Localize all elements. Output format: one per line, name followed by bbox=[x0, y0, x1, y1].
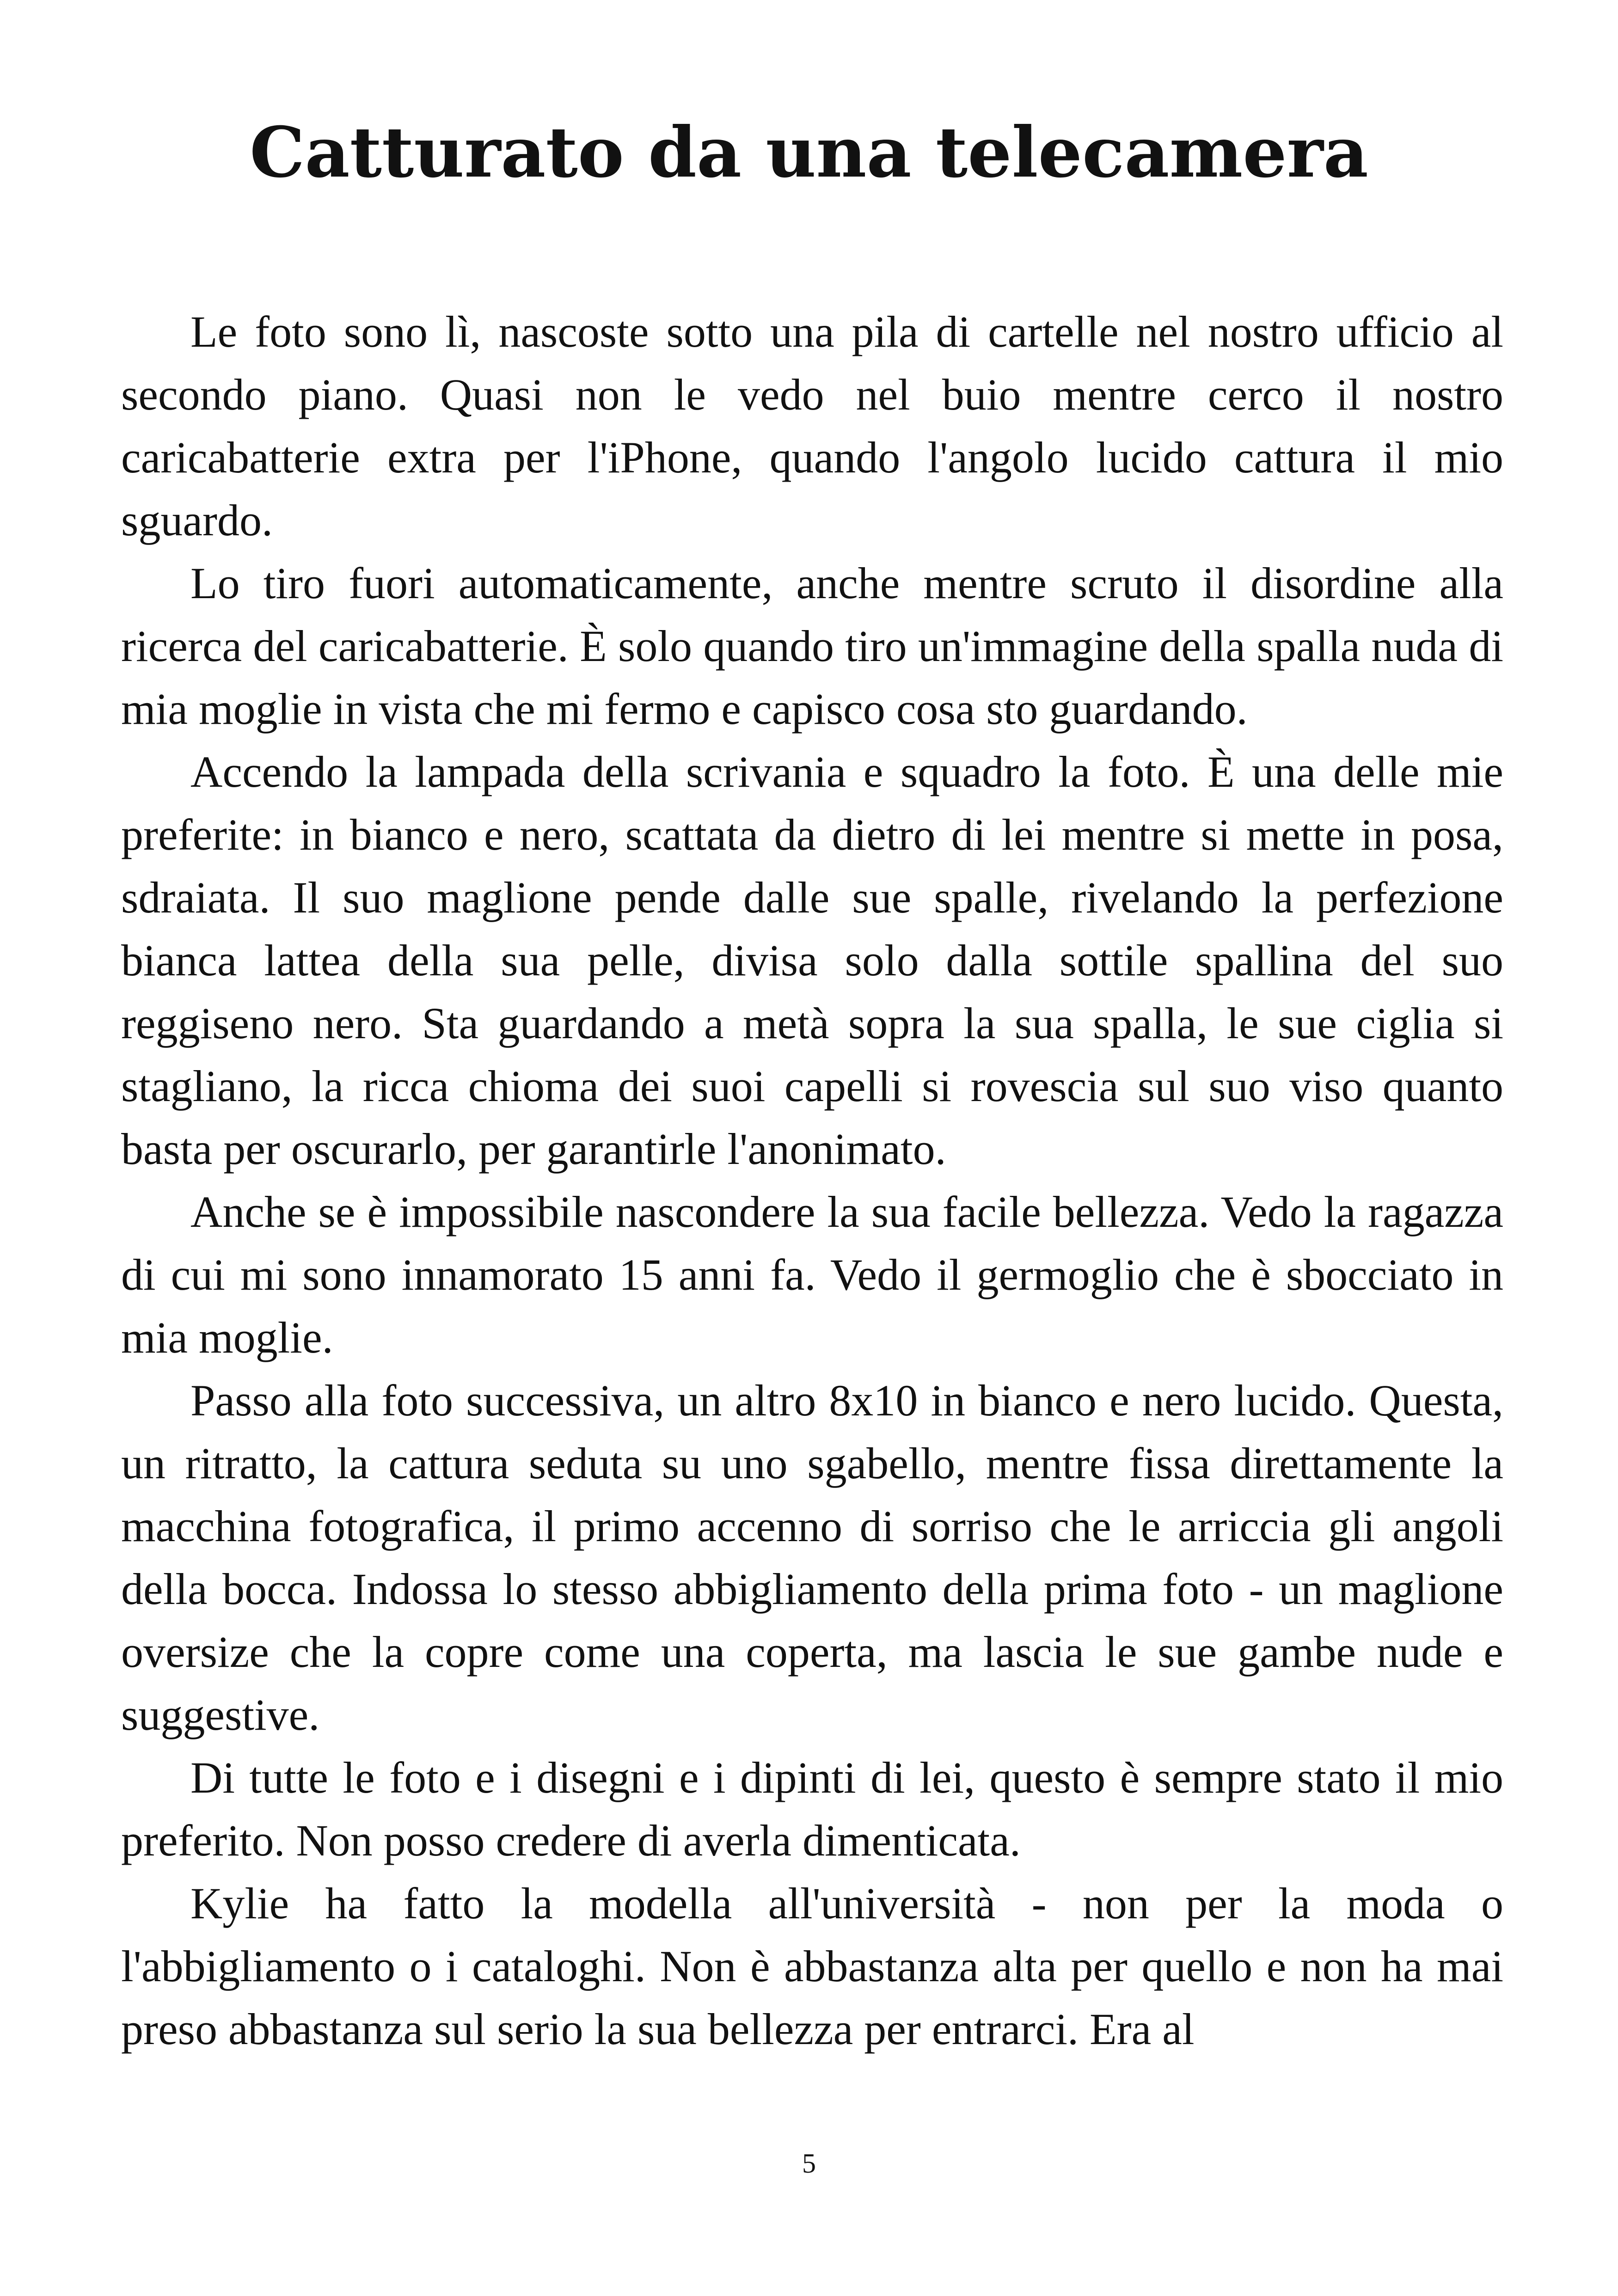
paragraph: Lo tiro fuori automaticamente, anche mentre scruto il disordine alla ricerca del caricabatterie. È solo quando tiro un'immagine della spalla nuda di mia moglie in vista che mi fermo e capisco cosa sto guardando. bbox=[121, 558, 1503, 734]
paragraph: Le foto sono lì, nascoste sotto una pila di cartelle nel nostro ufficio al secondo piano. Quasi non le vedo nel buio mentre cerco il nostro caricabatterie extra per l'iPhone, quando l'angolo lucido cattura il mio sguardo. bbox=[121, 307, 1503, 545]
paragraph: Di tutte le foto e i disegni e i dipinti di lei, questo è sempre stato il mio preferito. Non posso credere di averla dimenticata. bbox=[121, 1753, 1503, 1865]
body-text bbox=[121, 300, 1503, 2061]
page-title: Catturato da una telecamera bbox=[250, 112, 1368, 193]
paragraph: Accendo la lampada della scrivania e squadro la foto. È una delle mie preferite: in bianco e nero, scattata da dietro di lei mentre si mette in posa, sdraiata. Il suo maglione pende dalle sue spalle, rivelando la perfezione bianca lattea della sua pelle, divisa solo dalla sottile spallina del suo reggiseno nero. Sta guardando a metà sopra la sua spalla, le sue ciglia si stagliano, la ricca chioma dei suoi capelli si rovescia sul suo viso quanto basta per oscurarlo, per garantirle l'anonimato. bbox=[121, 747, 1503, 1174]
paragraph: Kylie ha fatto la modella all'università - non per la moda o l'abbigliamento o i cataloghi. Non è abbastanza alta per quello e non ha mai preso abbastanza sul serio la sua bellezza per entrarci. Era al bbox=[121, 1879, 1503, 2054]
paragraph: Passo alla foto successiva, un altro 8x10 in bianco e nero lucido. Questa, un ritratto, la cattura seduta su uno sgabello, mentre fissa direttamente la macchina fotografica, il primo accenno di sorriso che le arriccia gli angoli della bocca. Indossa lo stesso abbigliamento della prima foto - un maglione oversize che la copre come una coperta, ma lascia le sue gambe nude e suggestive. bbox=[121, 1376, 1503, 1739]
paragraph: Anche se è impossibile nascondere la sua facile bellezza. Vedo la ragazza di cui mi sono innamorato 15 anni fa. Vedo il germoglio che è sbocciato in mia moglie. bbox=[121, 1187, 1503, 1362]
page-number: 5 bbox=[802, 2148, 816, 2179]
